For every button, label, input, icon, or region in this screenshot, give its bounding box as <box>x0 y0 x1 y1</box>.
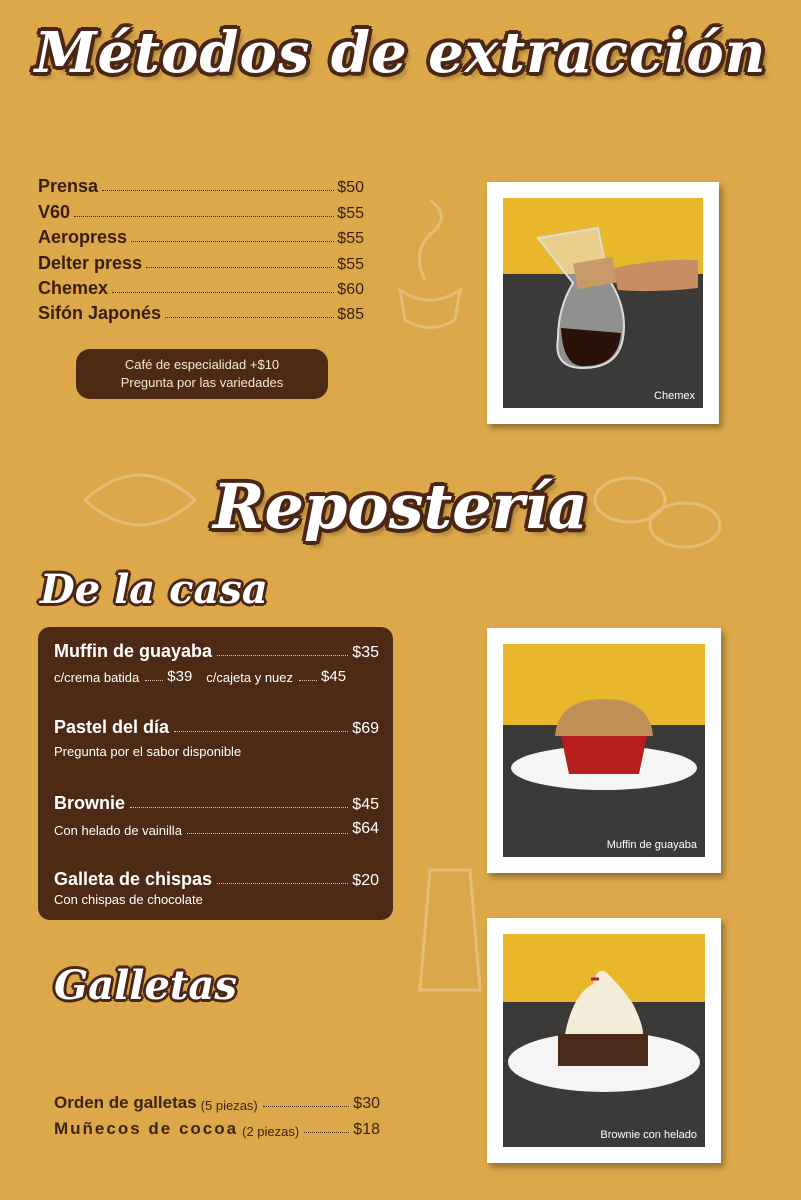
section-title-reposteria: Repostería <box>212 470 589 543</box>
coffee-cup-sketch-icon <box>380 200 480 340</box>
photo-caption: Chemex <box>654 390 695 402</box>
list-item: Delter press $55 <box>38 252 364 273</box>
list-item: V60 $55 <box>38 201 364 222</box>
menu-item-brownie: Brownie $45 Con helado de vainilla $64 <box>54 793 379 838</box>
list-item: Prensa $50 <box>38 176 364 197</box>
specialty-coffee-note: Café de especialidad +$10 Pregunta por las variedades <box>76 349 328 399</box>
chemex-photo <box>487 182 719 424</box>
list-item: Muñecos de cocoa (2 piezas) $18 <box>54 1119 380 1139</box>
photo-caption: Brownie con helado <box>600 1129 697 1141</box>
chemex-icon <box>503 198 703 408</box>
menu-item-pastel: Pastel del día $69 Pregunta por el sabor disponible <box>54 717 379 759</box>
house-pastry-card <box>38 627 393 920</box>
muffin-photo <box>487 628 721 873</box>
coffee-pot-sketch-icon <box>410 860 490 1000</box>
muffin-icon <box>503 644 705 857</box>
menu-item-muffin: Muffin de guayaba $35 c/crema batida $39 c/cajeta y nuez $45 <box>54 641 379 685</box>
subsection-title-galletas: Galletas <box>54 962 237 1009</box>
subsection-title-de-la-casa: De la casa <box>40 566 268 613</box>
metodos-price-list <box>38 172 364 324</box>
page-title: Métodos de extracción <box>34 20 767 86</box>
list-item: Orden de galletas (5 piezas) $30 <box>54 1093 380 1113</box>
list-item: Sifón Japonés $85 <box>38 303 364 324</box>
photo-caption: Muffin de guayaba <box>606 839 697 851</box>
brownie-icon <box>503 934 705 1147</box>
cookies-price-list <box>54 1087 380 1139</box>
list-item: Chemex $60 <box>38 277 364 298</box>
brownie-photo <box>487 918 721 1163</box>
menu-item-galleta: Galleta de chispas $20 Con chispas de chocolate <box>54 869 379 907</box>
list-item: Aeropress $55 <box>38 227 364 248</box>
